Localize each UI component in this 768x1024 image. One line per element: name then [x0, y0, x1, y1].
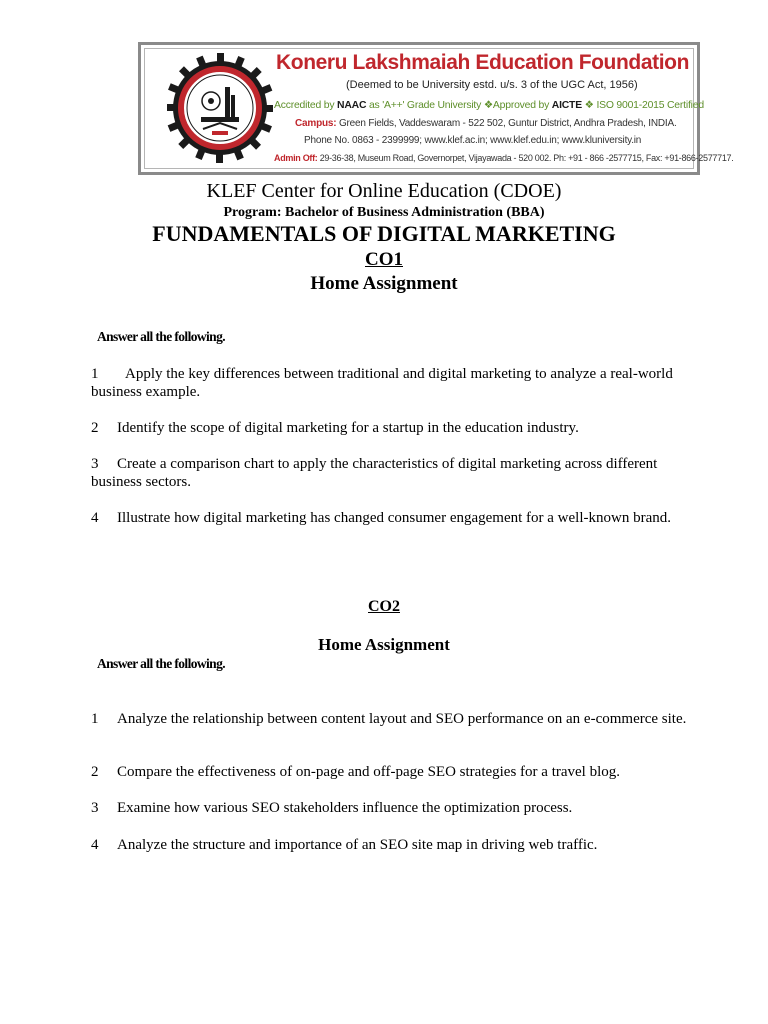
co2-question: [91, 836, 691, 854]
co1-heading: CO1: [365, 249, 403, 270]
question-text: Examine how various SEO stakeholders influence the optimization process.: [117, 800, 573, 816]
question-number: 4: [91, 837, 99, 853]
co1-question: [91, 455, 691, 491]
question-number: 3: [91, 800, 99, 816]
question-text: Illustrate how digital marketing has changed consumer engagement for a well-known brand.: [117, 510, 671, 526]
co1-question: [91, 419, 691, 437]
question-text: Analyze the structure and importance of an SEO site map in driving web traffic.: [117, 837, 598, 853]
co2-question: [91, 710, 691, 728]
co1-instruction: Answer all the following.: [97, 329, 226, 344]
org-phone-web: Phone No. 0863 - 2399999; www.klef.ac.in; www.klef.edu.in; www.kluniversity.in: [304, 135, 642, 146]
accreditation-aicte: AICTE: [551, 100, 582, 111]
question-number: 3: [91, 456, 99, 472]
question-number: 4: [91, 510, 99, 526]
co1-question: [91, 509, 691, 527]
campus-label: Campus:: [295, 118, 337, 129]
admin-label: Admin Off:: [274, 153, 318, 163]
org-admin-office: [274, 153, 733, 163]
admin-address: 29-36-38, Museum Road, Governorpet, Vijayawada - 520 002. Ph: +91 - 866 -2577715, Fax: +91-866-2577717.: [317, 153, 734, 163]
co2-instruction: Answer all the following.: [97, 656, 226, 671]
co2-question: [91, 763, 691, 781]
accreditation-approved: ❖Approved by: [483, 100, 552, 111]
question-text: Analyze the relationship between content layout and SEO performance on an e-commerce site.: [117, 711, 687, 727]
question-text: Identify the scope of digital marketing for a startup in the education industry.: [117, 420, 579, 436]
accreditation-naac: NAAC: [337, 100, 367, 111]
question-text: Create a comparison chart to apply the characteristics of digital marketing across different business sectors.: [91, 456, 658, 490]
org-accreditation: [274, 99, 704, 111]
center-title: KLEF Center for Online Education (CDOE): [206, 180, 562, 202]
question-number: 1: [91, 366, 99, 382]
co2-subheading: Home Assignment: [318, 635, 450, 654]
question-number: 2: [91, 764, 99, 780]
letterhead-banner: [138, 42, 734, 175]
accreditation-iso: ❖ ISO 9001-2015 Certified: [581, 100, 704, 111]
course-title: FUNDAMENTALS OF DIGITAL MARKETING: [152, 221, 616, 246]
question-number: 2: [91, 420, 99, 436]
org-deemed-status: (Deemed to be University estd. u/s. 3 of the UGC Act, 1956): [346, 79, 638, 91]
accreditation-grade: as 'A++' Grade University: [366, 100, 484, 111]
question-number: 1: [91, 711, 99, 727]
org-campus: [295, 118, 677, 129]
program-title: Program: Bachelor of Business Administration (BBA): [223, 205, 545, 220]
campus-address: Green Fields, Vaddeswaram - 522 502, Guntur District, Andhra Pradesh, INDIA.: [336, 118, 677, 129]
co1-question: [91, 365, 691, 401]
accreditation-lead: Accredited by: [274, 100, 338, 111]
co2-question: [91, 799, 691, 817]
university-seal-logo: [167, 51, 273, 165]
question-text: Compare the effectiveness of on-page and off-page SEO strategies for a travel blog.: [117, 764, 621, 780]
co2-heading: CO2: [368, 598, 400, 615]
co1-subheading: Home Assignment: [310, 273, 458, 294]
org-name: Koneru Lakshmaiah Education Foundation: [276, 51, 689, 74]
question-text: Apply the key differences between traditional and digital marketing to analyze a real-world business example.: [91, 366, 673, 400]
